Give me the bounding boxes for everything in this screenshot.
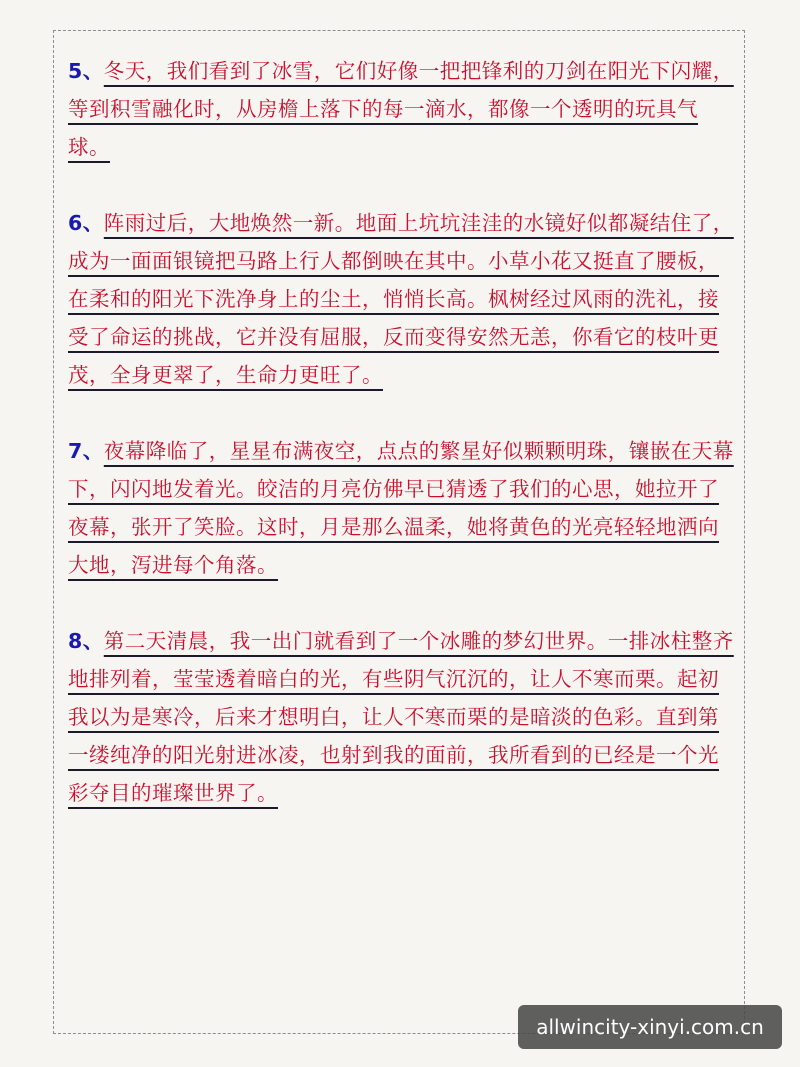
paragraph-5: [68, 52, 736, 166]
watermark: allwincity-xinyi.com.cn: [518, 1005, 782, 1049]
paragraph-text: 冬天，我们看到了冰雪，它们好像一把把锋利的刀剑在阳光下闪耀，等到积雪融化时，从房檐上落下的每一滴水，都像一个透明的玩具气球。: [68, 59, 734, 159]
paragraph-8: [68, 622, 736, 812]
paragraph-6: [68, 204, 736, 394]
paragraph-text: 夜幕降临了，星星布满夜空，点点的繁星好似颗颗明珠，镶嵌在天幕下，闪闪地发着光。皎洁的月亮仿佛早已猜透了我们的心思，她拉开了夜幕，张开了笑脸。这时，月是那么温柔，她将黄色的光亮轻轻地洒向大地，泻进每个角落。: [68, 439, 734, 577]
paragraph-number: 5、: [68, 59, 104, 83]
paragraph-text: 第二天清晨，我一出门就看到了一个冰雕的梦幻世界。一排冰柱整齐地排列着，莹莹透着暗白的光，有些阴气沉沉的，让人不寒而栗。起初我以为是寒冷，后来才想明白，让人不寒而栗的是暗淡的色彩。直到第一缕纯净的阳光射进冰凌，也射到我的面前，我所看到的已经是一个光彩夺目的璀璨世界了。: [68, 629, 734, 805]
paragraph-number: 8、: [68, 629, 104, 653]
paragraph-7: [68, 432, 736, 584]
document-body: [68, 52, 736, 850]
paragraph-text: 阵雨过后，大地焕然一新。地面上坑坑洼洼的水镜好似都凝结住了，成为一面面银镜把马路上行人都倒映在其中。小草小花又挺直了腰板，在柔和的阳光下洗净身上的尘土，悄悄长高。枫树经过风雨的洗礼，接受了命运的挑战，它并没有屈服，反而变得安然无恙，你看它的枝叶更茂，全身更翠了，生命力更旺了。: [68, 211, 734, 387]
paragraph-number: 7、: [68, 439, 104, 463]
paragraph-number: 6、: [68, 211, 104, 235]
